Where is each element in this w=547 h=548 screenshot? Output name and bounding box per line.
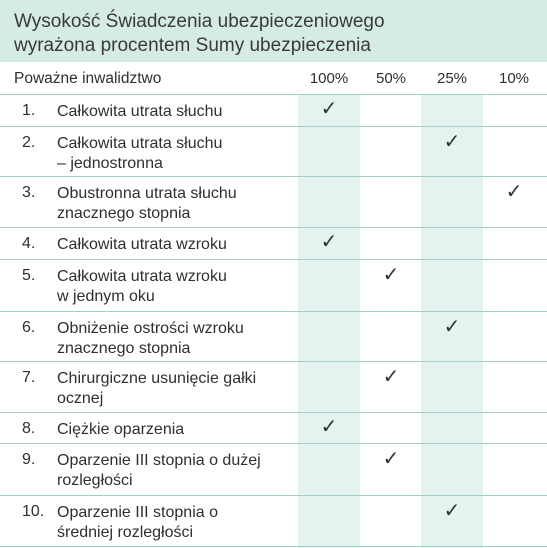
checkmark-icon: ✓	[382, 448, 400, 470]
row-number: 2.	[22, 134, 36, 151]
title-line-1: Wysokość Świadczenia ubezpieczeniowego	[14, 11, 385, 32]
table-title	[14, 10, 385, 58]
row-description-line-1: Całkowita utrata wzroku	[57, 236, 227, 253]
checkmark-icon: ✓	[382, 264, 400, 286]
row-number: 10.	[22, 503, 45, 520]
row-description-line-2: znacznego stopnia	[57, 340, 191, 357]
row-description-line-1: Całkowita utrata słuchu	[57, 135, 223, 152]
row-description-line-1: Całkowita utrata wzroku	[57, 268, 227, 285]
row-description	[57, 184, 237, 224]
table-row	[0, 94, 547, 127]
row-description	[57, 319, 244, 359]
row-description	[57, 420, 184, 440]
row-description	[57, 134, 222, 174]
category-label: Poważne inwalidztwo	[14, 70, 162, 87]
row-description-line-2: rozległości	[57, 472, 133, 489]
row-description	[57, 102, 222, 122]
row-number: 5.	[22, 267, 36, 284]
row-number: 3.	[22, 184, 36, 201]
column-header-50: 50%	[375, 70, 407, 87]
row-description	[57, 503, 218, 543]
row-description	[57, 451, 261, 491]
table-row	[0, 496, 547, 547]
row-description-line-1: Chirurgiczne usunięcie gałki	[57, 370, 257, 387]
row-description	[57, 369, 256, 409]
row-description-line-2: – jednostronna	[57, 155, 163, 172]
row-number: 9.	[22, 451, 36, 468]
checkmark-icon: ✓	[443, 316, 461, 338]
row-description-line-2: ocznej	[57, 390, 104, 407]
table-row	[0, 312, 547, 362]
row-number: 7.	[22, 369, 36, 386]
checkmark-icon: ✓	[320, 98, 338, 120]
row-number: 4.	[22, 235, 36, 252]
row-description	[57, 267, 227, 307]
column-header-100: 100%	[309, 70, 349, 87]
row-description-line-2: w jednym oku	[57, 288, 155, 305]
column-header-25: 25%	[436, 70, 468, 87]
table-row	[0, 444, 547, 496]
row-description-line-2: średniej rozległości	[57, 524, 194, 541]
row-number: 1.	[22, 102, 36, 119]
checkmark-icon: ✓	[443, 131, 461, 153]
title-line-2: wyrażona procentem Sumy ubezpieczenia	[14, 35, 371, 56]
checkmark-icon: ✓	[320, 416, 338, 438]
checkmark-icon: ✓	[320, 231, 338, 253]
table-row	[0, 413, 547, 444]
checkmark-icon: ✓	[443, 500, 461, 522]
checkmark-icon: ✓	[382, 366, 400, 388]
row-description-line-1: Oparzenie III stopnia o dużej	[57, 452, 261, 469]
table-row	[0, 260, 547, 312]
row-number: 8.	[22, 420, 36, 437]
row-description-line-1: Ciężkie oparzenia	[57, 421, 185, 438]
row-number: 6.	[22, 319, 36, 336]
row-description-line-1: Obustronna utrata słuchu	[57, 185, 237, 202]
checkmark-icon: ✓	[505, 181, 523, 203]
row-description-line-2: znacznego stopnia	[57, 205, 191, 222]
table-row	[0, 362, 547, 413]
table-row	[0, 228, 547, 260]
column-header-10: 10%	[498, 70, 530, 87]
table-row	[0, 127, 547, 177]
column-header-row	[0, 62, 547, 95]
table-row	[0, 177, 547, 228]
table-title-bar	[0, 0, 547, 62]
row-description-line-1: Obniżenie ostrości wzroku	[57, 320, 244, 337]
row-description-line-1: Oparzenie III stopnia o	[57, 504, 218, 521]
row-description-line-1: Całkowita utrata słuchu	[57, 103, 223, 120]
row-description	[57, 235, 227, 255]
